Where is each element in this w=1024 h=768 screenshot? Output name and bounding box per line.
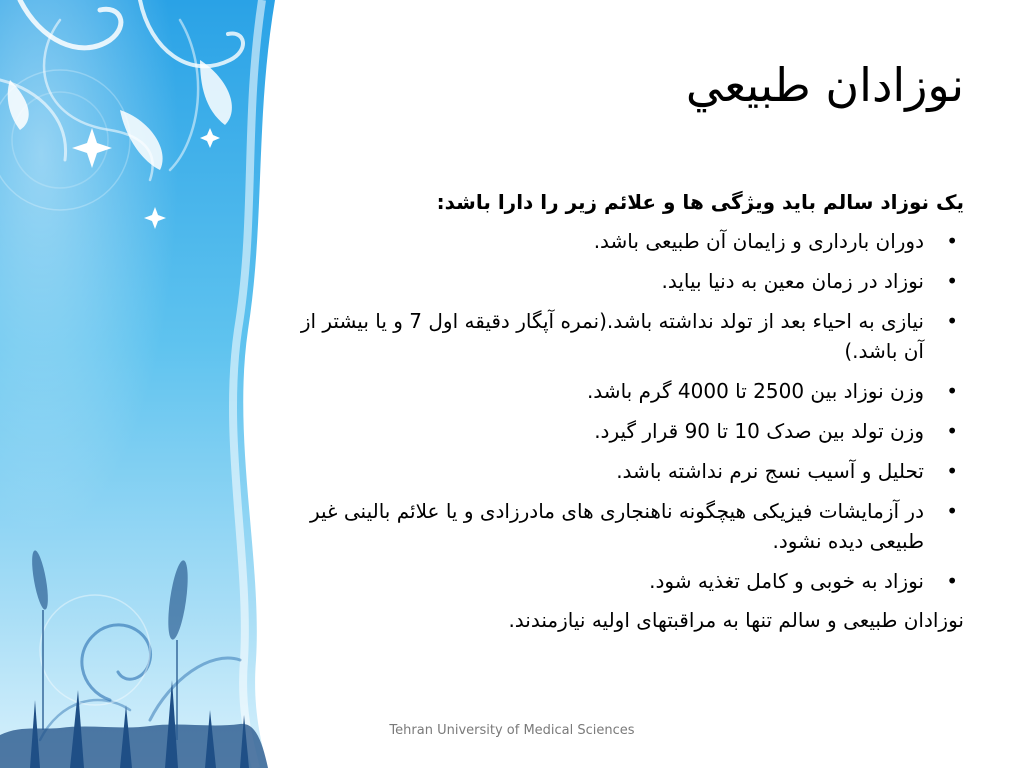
- list-item-text: وزن نوزاد بین 2500 تا 4000 گرم باشد.: [586, 379, 924, 403]
- list-item: [300, 416, 964, 446]
- intro-text: یک نوزاد سالم باید ویژگی ها و علائم زیر را دارا باشد:: [436, 190, 964, 214]
- bullet-icon: •: [946, 229, 958, 253]
- list-item-text: وزن تولد بین صدک 10 تا 90 قرار گیرد.: [594, 419, 924, 443]
- list-item-text: نوزاد در زمان معین به دنیا بیاید.: [661, 269, 924, 293]
- list-item-text: تحلیل و آسیب نسج نرم نداشته باشد.: [616, 459, 924, 483]
- bullet-icon: •: [946, 569, 958, 593]
- list-item: [300, 376, 964, 406]
- list-item-text: دوران بارداری و زایمان آن طبیعی باشد.: [593, 229, 924, 253]
- slide-body: [300, 188, 964, 634]
- list-item: [300, 456, 964, 486]
- list-item-text: نیازی به احیاء بعد از تولد نداشته باشد.(نمره آپگار دقیقه اول 7 و یا بیشتر از آن باشد.): [300, 309, 924, 363]
- list-item: [300, 496, 964, 556]
- slide-title: نوزادان طبيعي: [685, 58, 964, 112]
- bullet-icon: •: [946, 499, 958, 523]
- bullet-list: [300, 226, 964, 596]
- list-item: [300, 226, 964, 256]
- list-item: [300, 266, 964, 296]
- bullet-icon: •: [946, 459, 958, 483]
- bullet-icon: •: [946, 309, 958, 333]
- list-item: [300, 566, 964, 596]
- closing-text: نوزادان طبیعی و سالم تنها به مراقبتهای اولیه نیازمندند.: [508, 608, 964, 632]
- bullet-icon: •: [946, 269, 958, 293]
- list-item: [300, 306, 964, 366]
- list-item-text: نوزاد به خوبی و کامل تغذیه شود.: [649, 569, 924, 593]
- footer-text: Tehran University of Medical Sciences: [389, 723, 635, 738]
- bullet-icon: •: [946, 419, 958, 443]
- list-item-text: در آزمایشات فیزیکی هیچگونه ناهنجاری های مادرزادی و یا علائم بالینی غیر طبیعی دیده نشود.: [309, 499, 924, 553]
- bullet-icon: •: [946, 379, 958, 403]
